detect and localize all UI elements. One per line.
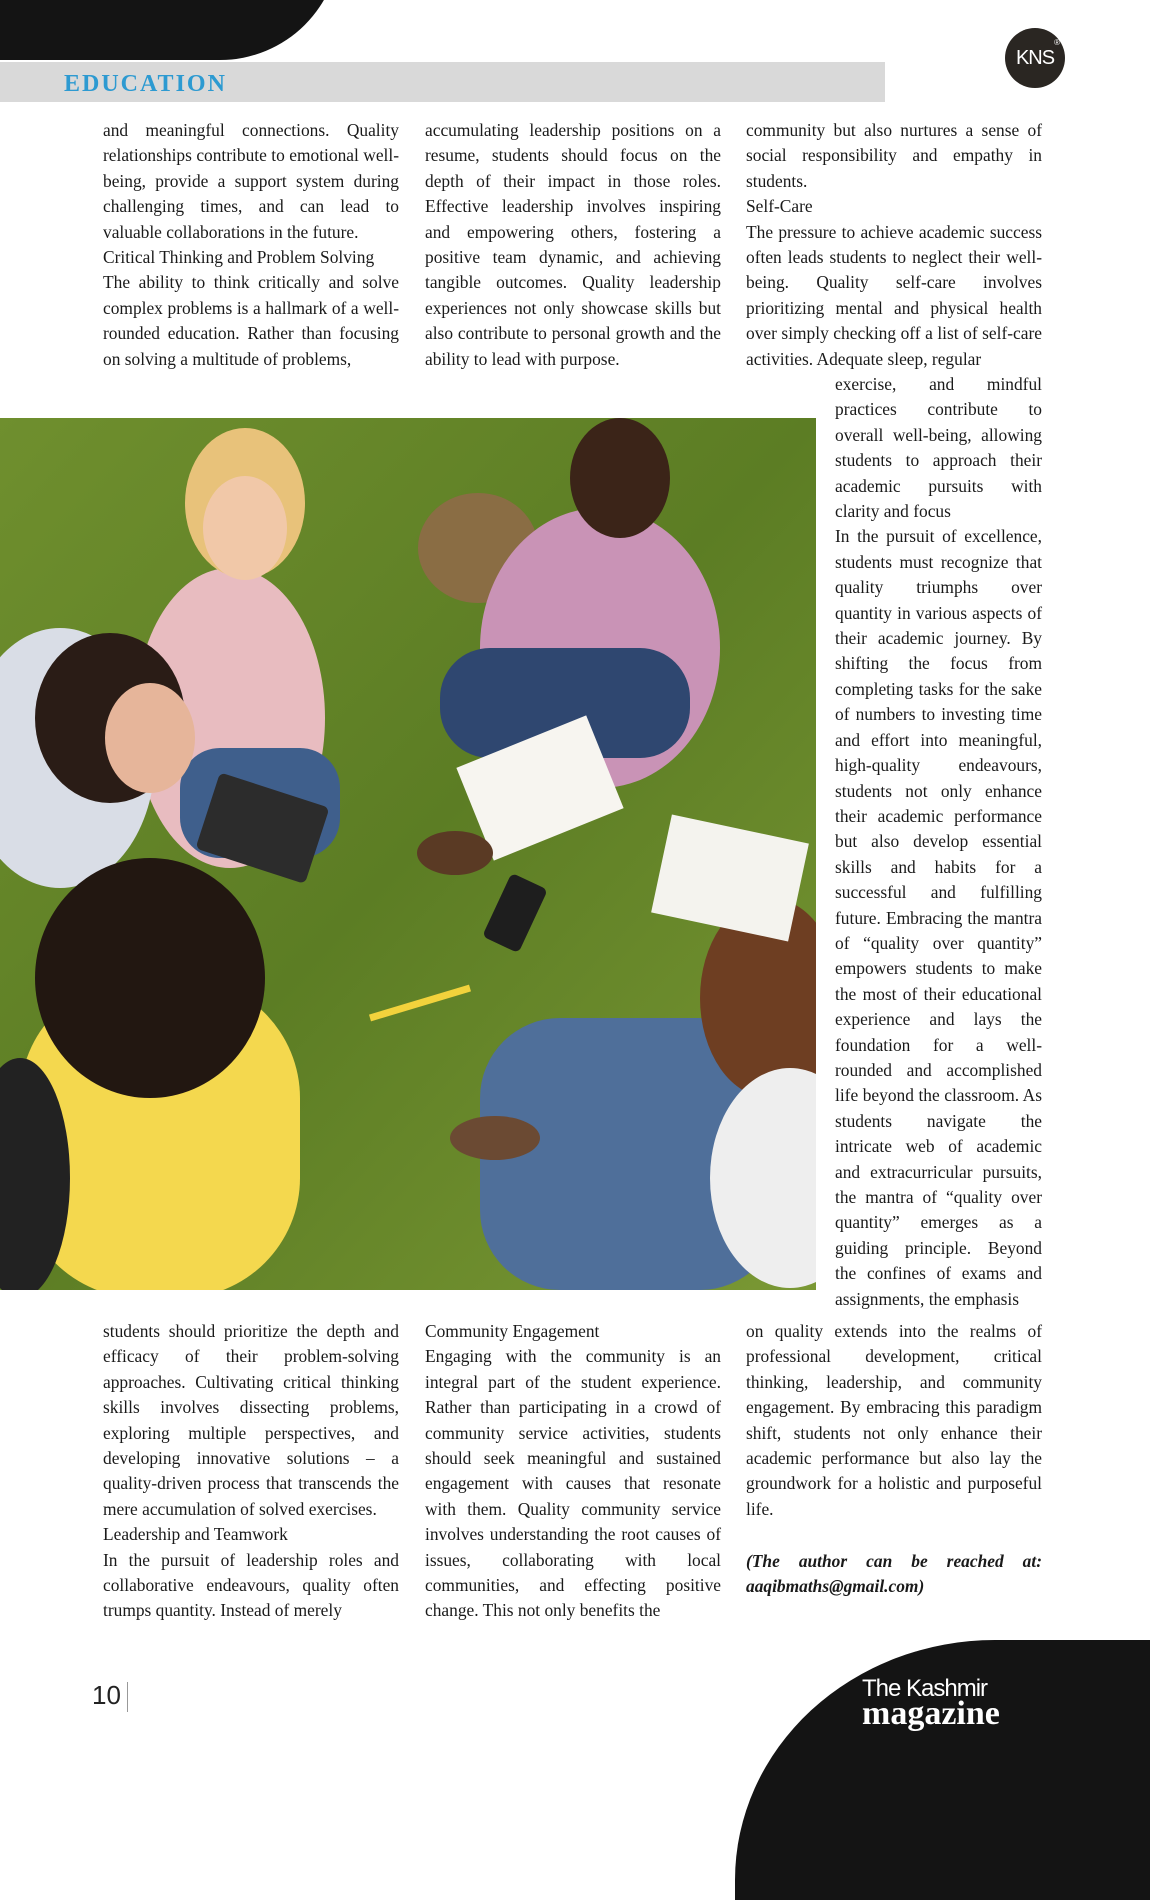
section-subheading: Self-Care xyxy=(746,196,813,217)
body-paragraph: Engaging with the community is an integral part of the student experience. Rather than participating in a crowd of community service activities, students should seek meaningful and sustained engagement with causes that resonate with them. Quality community service involves understanding the root causes of issues, collaborating with local communities, and effecting positive change. This not only benefits the xyxy=(425,1346,721,1621)
body-paragraph: accumulating leadership positions on a resume, students should focus on the depth of their impact in those roles. Effective leadership involves inspiring and empowering others, fostering a positive team dynamic, and achieving tangible outcomes. Quality leadership experiences not only showcase skills but also contribute to personal growth and the ability to lead with purpose. xyxy=(425,120,721,369)
body-paragraph: The pressure to achieve academic success often leads students to neglect their well-being. Quality self-care involves prioritizing mental and physical health over simply checking off a list of self-care activities. Adequate sleep, regular xyxy=(746,221,1042,369)
magazine-logo-line2: magazine xyxy=(862,1695,1000,1732)
column-2-bottom xyxy=(425,1319,721,1624)
body-paragraph: exercise, and mindful practices contribute to overall well-being, allowing students to approach their academic pursuits with clarity and focus xyxy=(835,374,1042,522)
column-1-bottom xyxy=(103,1319,399,1624)
body-paragraph: on quality extends into the realms of professional development, critical thinking, leadership, and community engagement. By embracing this paradigm shift, students not only enhance their academic performance but also lay the groundwork for a holistic and purposeful life. xyxy=(746,1321,1042,1519)
column-3-top xyxy=(746,118,1042,372)
body-paragraph: and meaningful connections. Quality relationships contribute to emotional well-being, provide a support system during challenging times, and can lead to valuable collaborations in the future. xyxy=(103,120,399,242)
body-paragraph: The ability to think critically and solve complex problems is a hallmark of a well-rounded education. Rather than focusing on solving a multitude of problems, xyxy=(103,272,399,369)
body-paragraph: In the pursuit of excellence, students must recognize that quality triumphs over quantity in various aspects of their academic journey. By shifting the focus from completing tasks for the sake of numbers to investing time and effort into meaningful, high-quality endeavours, students not only enhance their academic performance but also develop essential skills and habits for a successful and fulfilling future. Embracing the mantra of “quality over quantity” empowers students to make the most of their educational experience and lays the foundation for a well-rounded and accomplished life beyond the classroom. As students navigate the intricate web of academic and extracurricular pursuits, the mantra of “quality over quantity” emerges as a guiding principle. Beyond the confines of exams and assignments, the emphasis xyxy=(835,526,1042,1309)
kns-logo-text: KNS xyxy=(1015,46,1055,69)
top-corner-tab xyxy=(0,0,340,60)
magazine-logo xyxy=(862,1675,1000,1733)
page-number: 10 xyxy=(92,1680,121,1710)
section-title: EDUCATION xyxy=(64,71,227,97)
section-subheading: Leadership and Teamwork xyxy=(103,1524,288,1545)
column-2-top xyxy=(425,118,721,372)
body-paragraph: In the pursuit of leadership roles and collaborative endeavours, quality often trumps quantity. Instead of merely xyxy=(103,1549,399,1621)
body-paragraph: students should prioritize the depth and efficacy of their problem-solving approaches. Cultivating critical thinking skills involves dissecting problems, exploring multiple perspectives, and developing innovative solutions – a quality-driven process that transcends the mere accumulation of solved exercises. xyxy=(103,1321,399,1519)
body-paragraph: community but also nurtures a sense of social responsibility and empathy in students. xyxy=(746,120,1042,191)
column-3-side xyxy=(835,372,1042,1312)
students-group-photo xyxy=(0,418,816,1290)
column-1-top xyxy=(103,118,399,372)
section-subheading: Community Engagement xyxy=(425,1321,600,1341)
photo-illustration xyxy=(0,418,816,1290)
registered-mark: ® xyxy=(1054,38,1059,47)
kns-logo xyxy=(1005,28,1065,88)
page-number-divider xyxy=(127,1682,128,1712)
author-signoff: (The author can be reached at: aaqibmaths@gmail.com) xyxy=(746,1551,1042,1597)
column-3-bottom xyxy=(746,1319,1042,1522)
magazine-logo-line1: The Kashmir xyxy=(862,1675,988,1702)
section-subheading: Critical Thinking and Problem Solving xyxy=(103,247,375,268)
